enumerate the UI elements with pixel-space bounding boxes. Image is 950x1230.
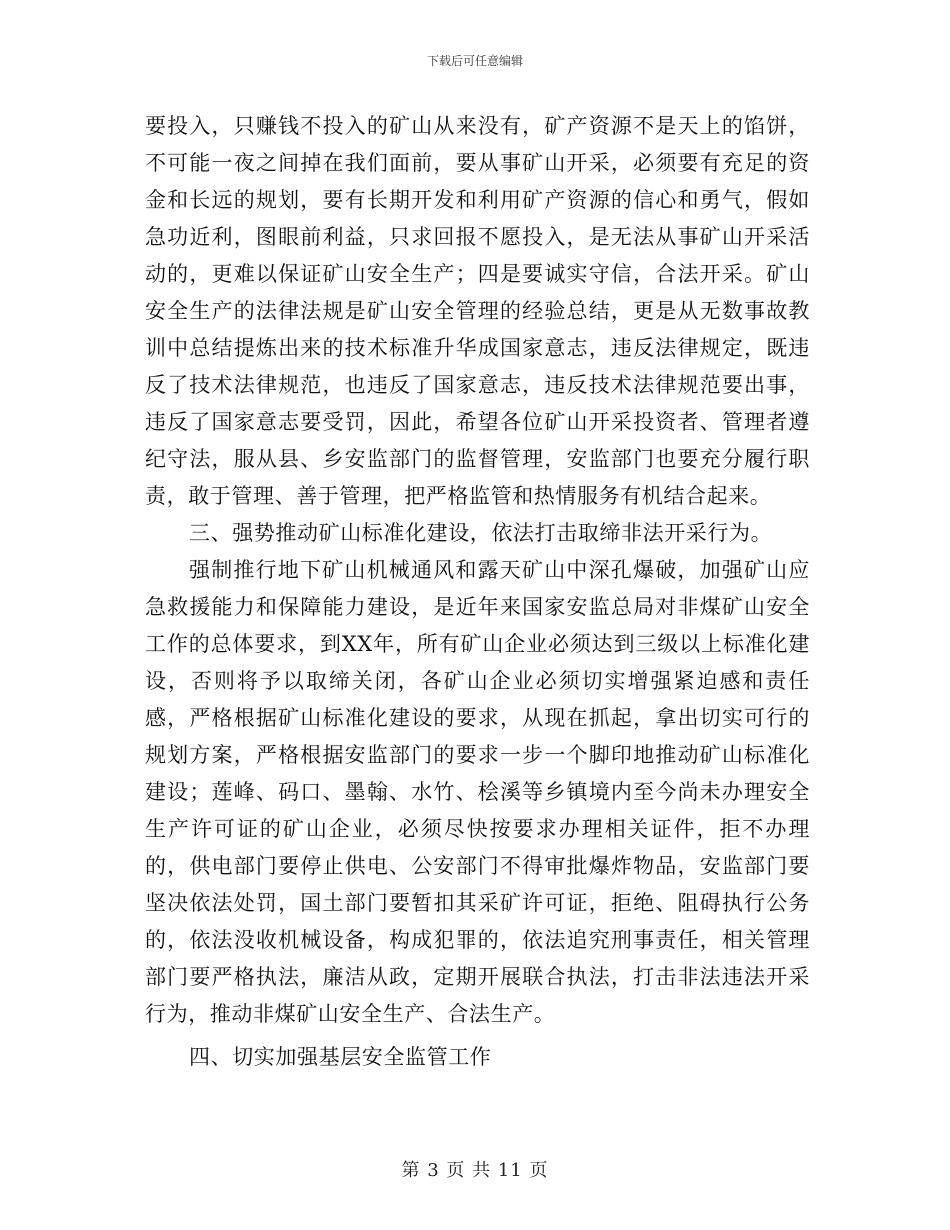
section-heading-4: 四、切实加强基层安全监管工作 (189, 1045, 492, 1069)
page-header: 下载后可任意编辑 (426, 54, 523, 68)
paragraph-continuation: 要投入，只赚钱不投入的矿山从来没有，矿产资源不是天上的馅饼，不可能一夜之间掉在我们面前，要从事矿山开采，必须要有充足的资金和长远的规划，要有长期开发和利用矿产资源的信心和勇气，假如急功近利，图眼前利益，只求回报不愿投入，是无法从事矿山开采活动的，更难以保证矿山安全生产；四是要诚实守信，合法开采。矿山安全生产的法律法规是矿山安全管理的经验总结，更是从无数事故教训中总结提炼出来的技术标准升华成国家意志，违反法律规定，既违反了技术法律规范，也违反了国家意志，违反技术法律规范要出事，违反了国家意志要受罚，因此，希望各位矿山开采投资者、管理者遵纪守法，服从县、乡安监部门的监督管理，安监部门也要充分履行职责，敢于管理、善于管理，把严格监管和热情服务有机结合起来。 (145, 114, 810, 508)
paragraph-standardization: 强制推行地下矿山机械通风和露天矿山中深孔爆破，加强矿山应急救援能力和保障能力建设，是近年来国家安监总局对非煤矿山安全工作的总体要求，到XX年，所有矿山企业必须达到三级以上标准化建设，否则将予以取缔关闭，各矿山企业必须切实增强紧迫感和责任感，严格根据矿山标准化建设的要求，从现在抓起，拿出切实可行的规划方案，严格根据安监部门的要求一步一个脚印地推动矿山标准化建设；莲峰、码口、墨翰、水竹、桧溪等乡镇境内至今尚未办理安全生产许可证的矿山企业，必须尽快按要求办理相关证件，拒不办理的，供电部门要停止供电、公安部门不得审批爆炸物品，安监部门要坚决依法处罚，国土部门要暂扣其采矿许可证，拒绝、阻碍执行公务的，依法没收机械设备，构成犯罪的，依法追究刑事责任，相关管理部门要严格执法，廉洁从政，定期开展联合执法，打击非法违法开采行为，推动非煤矿山安全生产、合法生产。 (145, 558, 810, 1026)
document-body (145, 108, 810, 1076)
page-number-footer: 第 3 页 共 11 页 (401, 1160, 549, 1181)
section-heading-3: 三、强势推动矿山标准化建设，依法打击取缔非法开采行为。 (189, 521, 773, 545)
